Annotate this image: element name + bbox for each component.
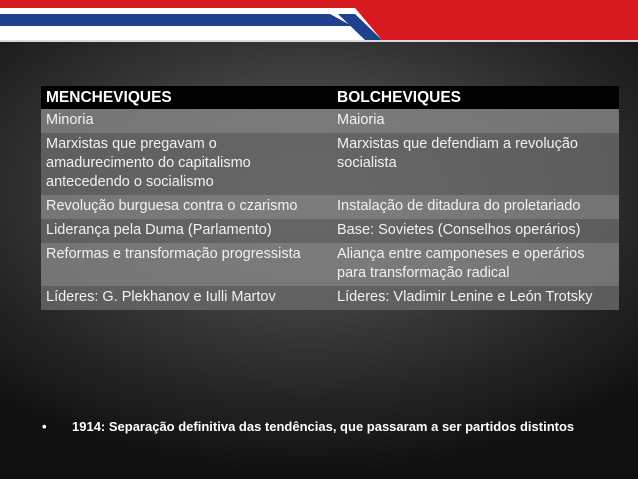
table-row	[41, 195, 619, 219]
table-cell: Maioria	[332, 109, 619, 133]
table-cell: Base: Sovietes (Conselhos operários)	[332, 219, 619, 243]
table-row	[41, 243, 619, 286]
table-cell: Marxistas que defendiam a revolução socialista	[332, 133, 619, 195]
header-bolcheviques: BOLCHEVIQUES	[332, 86, 619, 109]
table-cell: Marxistas que pregavam o amadurecimento do capitalismo antecedendo o socialismo	[41, 133, 332, 195]
table-row	[41, 286, 619, 310]
table-cell: Líderes: G. Plekhanov e Iulli Martov	[41, 286, 332, 310]
table-cell: Revolução burguesa contra o czarismo	[41, 195, 332, 219]
bullet-text: 1914: Separação definitiva das tendências, que passaram a ser partidos distintos	[72, 419, 575, 434]
bullet-marker: •	[42, 419, 47, 434]
banner-graphic	[0, 0, 638, 50]
table-cell: Aliança entre camponeses e operários para transformação radical	[332, 243, 619, 286]
header-banner	[0, 0, 638, 50]
table-cell: Minoria	[41, 109, 332, 133]
header-mencheviques: MENCHEVIQUES	[41, 86, 332, 109]
comparison-table	[41, 86, 619, 310]
table-cell: Instalação de ditadura do proletariado	[332, 195, 619, 219]
table-header-row	[41, 86, 619, 109]
table-cell: Reformas e transformação progressista	[41, 243, 332, 286]
table-row	[41, 219, 619, 243]
table-cell: Líderes: Vladimir Lenine e León Trotsky	[332, 286, 619, 310]
table-row	[41, 133, 619, 195]
bullet-note	[42, 418, 602, 435]
table-cell: Liderança pela Duma (Parlamento)	[41, 219, 332, 243]
table-row	[41, 109, 619, 133]
